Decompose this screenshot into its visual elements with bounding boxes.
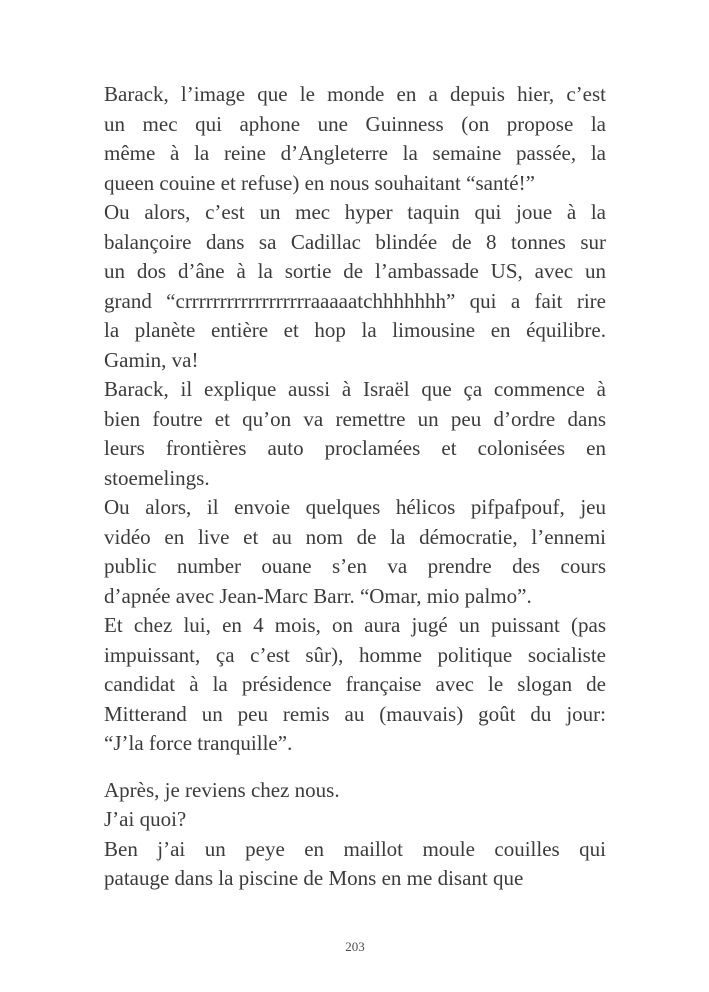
text-line: Après, je reviens chez nous. [104, 777, 340, 802]
text-line: patauge dans la piscine de Mons en me disant que [104, 866, 524, 890]
text-line: “J’la force tranquille”. [104, 731, 293, 755]
text-line: d’apnée avec Jean-Marc Barr. “Omar, mio palmo”. [104, 583, 532, 608]
text-line: la planète entière et hop la limousine en équilibre. [104, 318, 606, 342]
text-line: un mec qui aphone une Guinness (on propose la [104, 111, 606, 136]
text-line: un dos d’âne à la sortie de l’ambassade US, avec un [104, 259, 606, 283]
paragraph [104, 493, 606, 611]
text-line: J’ai quoi? [104, 807, 187, 831]
text-line: Ou alors, il envoie quelques hélicos pifpafpouf, jeu [104, 495, 606, 519]
text-line: stoemelings. [104, 465, 210, 490]
text-line: Mitterand un peu remis au (mauvais) goût du jour: [104, 701, 606, 726]
text-line: impuissant, ça c’est sûr), homme politique socialiste [104, 642, 606, 667]
text-line: leurs frontières auto proclamées et colonisées en [104, 436, 606, 460]
paragraph [104, 611, 606, 759]
paragraph [104, 80, 606, 198]
text-line: vidéo en live et au nom de la démocratie, l’ennemi [104, 524, 606, 549]
text-line: candidat à la présidence française avec le slogan de [104, 672, 606, 696]
paragraph [104, 375, 606, 493]
text-line: Gamin, va! [104, 347, 199, 372]
text-line: queen couine et refuse) en nous souhaitant “santé!” [104, 170, 535, 195]
paragraph [104, 776, 606, 806]
text-line: balançoire dans sa Cadillac blindée de 8 tonnes sur [104, 229, 606, 254]
text-line: Et chez lui, en 4 mois, on aura jugé un puissant (pas [104, 613, 606, 637]
text-line: même à la reine d’Angleterre la semaine passée, la [104, 141, 606, 165]
text-line: Ou alors, c’est un mec hyper taquin qui joue à la [104, 200, 606, 224]
text-line: grand “crrrrrrrrrrrrrrrrrraaaaatchhhhhhh” qui a fait rire [104, 288, 606, 313]
page-number: 203 [345, 939, 365, 954]
paragraph [104, 805, 606, 835]
text-line: Barack, il explique aussi à Israël que ça commence à [104, 377, 606, 401]
paragraph [104, 835, 606, 894]
text-line: bien foutre et qu’on va remettre un peu d’ordre dans [104, 406, 606, 431]
text-line: Barack, l’image que le monde en a depuis hier, c’est [104, 82, 606, 106]
text-line: public number ouane s’en va prendre des cours [104, 554, 606, 578]
text-content [104, 80, 606, 894]
paragraph [104, 198, 606, 375]
text-line: Ben j’ai un peye en maillot moule couilles qui [104, 836, 606, 861]
